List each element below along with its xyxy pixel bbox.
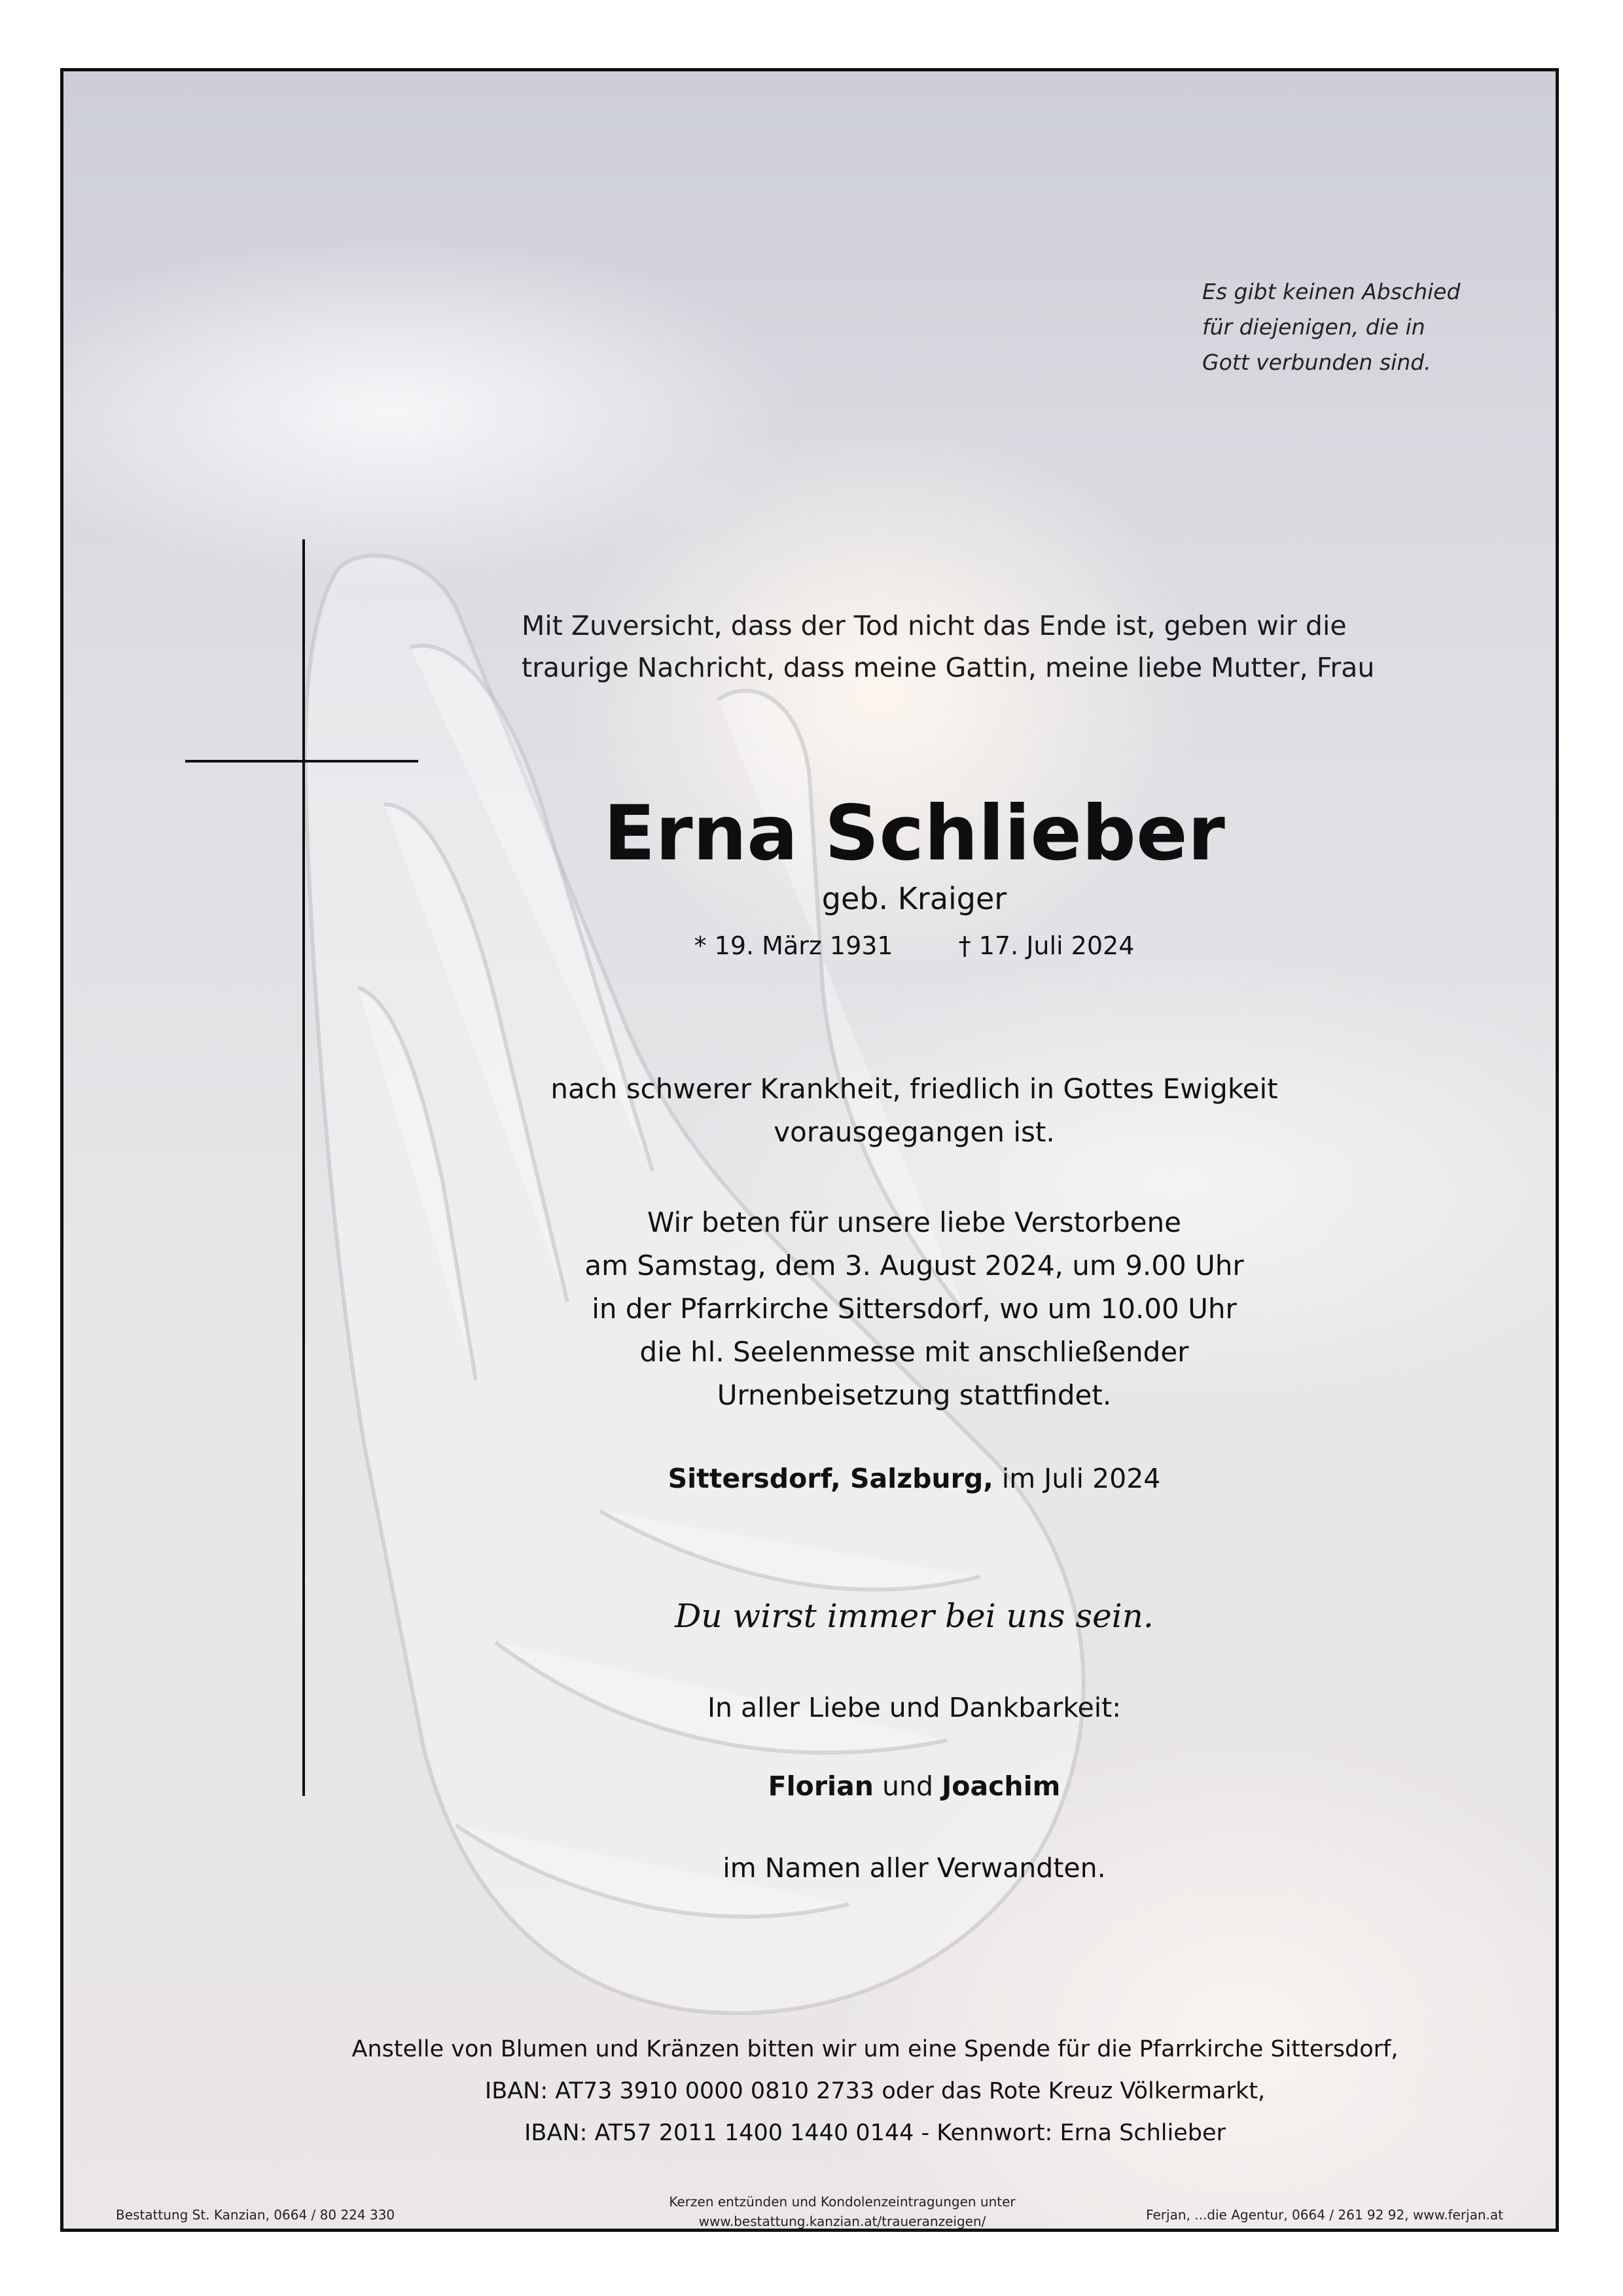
place-date: im Juli 2024 [993, 1463, 1161, 1494]
death-date: † 17. Juli 2024 [958, 931, 1135, 960]
mourners-names [522, 1767, 1307, 1806]
mourner-name: Joachim [942, 1770, 1061, 1802]
motto-line: Gott verbunden sind. [1202, 350, 1431, 375]
service-line: am Samstag, dem 3. August 2024, um 9.00 Uhr [584, 1249, 1244, 1282]
service-details [522, 1201, 1307, 1417]
mourner-conjunction: und [873, 1770, 942, 1802]
place-and-date [522, 1459, 1307, 1498]
service-line: Wir beten für unsere liebe Verstorbene [647, 1206, 1182, 1238]
passing-text [522, 1067, 1307, 1154]
donation-line: IBAN: AT57 2011 1400 1440 0144 - Kennwort: Erna Schlieber [524, 2120, 1226, 2146]
cross-horizontal-bar [185, 760, 418, 762]
service-line: in der Pfarrkirche Sittersdorf, wo um 10.00 Uhr [592, 1293, 1237, 1325]
relatives-line: im Namen aller Verwandten. [722, 1852, 1106, 1884]
footer-condolence-info [515, 2192, 1169, 2231]
service-line: Urnenbeisetzung stattfindet. [717, 1379, 1112, 1411]
deceased-name: Erna Schlieber [603, 789, 1225, 878]
place-name: Sittersdorf, Salzburg, [668, 1463, 993, 1494]
cross-vertical-bar [302, 539, 305, 1796]
condolence-link[interactable]: www.bestattung.kanzian.at/traueranzeigen/ [698, 2214, 986, 2229]
donation-request [260, 2028, 1490, 2154]
intro-line: Mit Zuversicht, dass der Tod nicht das Ende ist, geben wir die [522, 610, 1347, 641]
footer-funeral-home: Bestattung St. Kanzian, 0664 / 80 224 330 [116, 2207, 395, 2223]
life-dates [522, 927, 1307, 964]
obituary-card [60, 68, 1559, 2232]
motto-line: für diejenigen, die in [1202, 314, 1425, 340]
footer-agency: Ferjan, ...die Agentur, 0664 / 261 92 92, www.ferjan.at [1146, 2207, 1503, 2223]
farewell-quote: Du wirst immer bei uns sein. [675, 1597, 1154, 1635]
birth-name: geb. Kraiger [821, 881, 1007, 916]
intro-text [522, 605, 1375, 689]
motto-line: Es gibt keinen Abschied [1202, 279, 1461, 304]
mourner-name: Florian [768, 1770, 874, 1802]
service-line: die hl. Seelenmesse mit anschließender [639, 1336, 1189, 1368]
intro-line: traurige Nachricht, dass meine Gattin, meine liebe Mutter, Frau [522, 652, 1375, 683]
thanks-line: In aller Liebe und Dankbarkeit: [707, 1692, 1122, 1723]
donation-line: Anstelle von Blumen und Kränzen bitten wir um eine Spende für die Pfarrkirche Sittersdorf, [351, 2036, 1399, 2062]
footer-center-line: Kerzen entzünden und Kondolenzeintragungen unter [669, 2194, 1016, 2210]
birth-date: * 19. März 1931 [694, 931, 893, 960]
passing-line: nach schwerer Krankheit, friedlich in Gottes Ewigkeit [550, 1073, 1278, 1105]
motto-quote [1202, 274, 1477, 380]
donation-line: IBAN: AT73 3910 0000 0810 2733 oder das Rote Kreuz Völkermarkt, [484, 2078, 1266, 2104]
passing-line: vorausgegangen ist. [774, 1116, 1055, 1148]
